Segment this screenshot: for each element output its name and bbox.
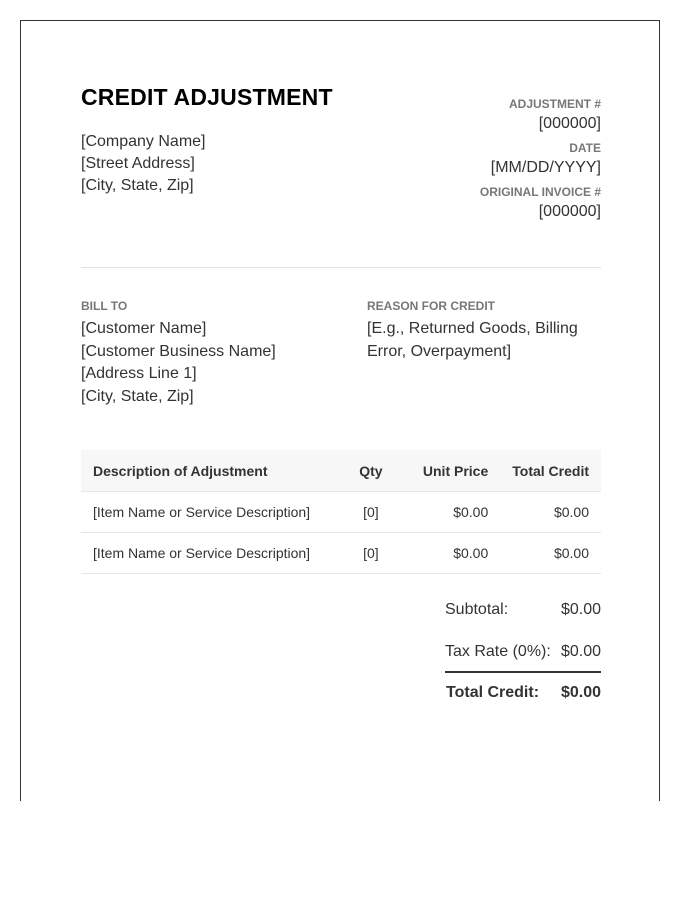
adjustment-number-value: [000000] [538,115,601,132]
header-total-credit: Total Credit [500,450,601,492]
original-invoice-label: ORIGINAL INVOICE # [479,185,601,199]
row-unit-price: $0.00 [400,533,500,574]
original-invoice-value: [000000] [538,203,601,220]
total-credit-value: $0.00 [560,684,601,701]
date-label: DATE [569,141,601,155]
totals-block [445,601,601,710]
adjustment-number-block [509,97,601,134]
table-row [81,492,601,533]
row-total-credit: $0.00 [500,533,601,574]
tax-row [445,643,601,669]
customer-city-state-zip: [City, State, Zip] [81,387,194,405]
header-description: Description of Adjustment [81,450,342,492]
reason-text: [E.g., Returned Goods, Billing Error, Overpayment] [367,320,578,360]
tax-label: Tax Rate (0%): [445,643,551,660]
total-credit-label: Total Credit: [446,684,540,701]
reason-label: REASON FOR CREDIT [367,299,496,313]
company-street: [Street Address] [81,155,195,172]
reason-section [367,299,601,363]
customer-business-name: [Customer Business Name] [81,342,276,360]
subtotal-label: Subtotal: [445,601,509,618]
row-description: [Item Name or Service Description] [81,533,342,574]
customer-address-line-1: [Address Line 1] [81,365,197,382]
credit-adjustment-document [20,20,660,801]
subtotal-value: $0.00 [560,601,601,618]
table-header-row [81,450,601,492]
customer-name: [Customer Name] [81,320,207,337]
adjustment-items-table [81,450,601,574]
tax-value: $0.00 [560,643,601,660]
subtotal-row [445,601,601,627]
table-row [81,533,601,574]
header-unit-price: Unit Price [400,450,500,492]
company-address-block [81,131,206,197]
company-city-state-zip: [City, State, Zip] [81,177,194,194]
row-qty: [0] [342,492,400,533]
row-description: [Item Name or Service Description] [81,492,342,533]
date-value: [MM/DD/YYYY] [490,159,601,176]
row-total-credit: $0.00 [500,492,601,533]
row-qty: [0] [342,533,400,574]
document-title: CREDIT ADJUSTMENT [81,84,333,110]
bill-to-address [81,318,361,408]
header-divider [81,267,601,268]
row-unit-price: $0.00 [400,492,500,533]
totals-divider [445,671,601,673]
header-qty: Qty [342,450,400,492]
adjustment-number-label: ADJUSTMENT # [508,97,601,111]
company-name: [Company Name] [81,133,206,150]
bill-to-section [81,299,361,408]
date-block [491,141,601,178]
bill-to-label: BILL TO [81,299,128,313]
original-invoice-block [480,185,601,222]
total-credit-row [445,684,601,710]
